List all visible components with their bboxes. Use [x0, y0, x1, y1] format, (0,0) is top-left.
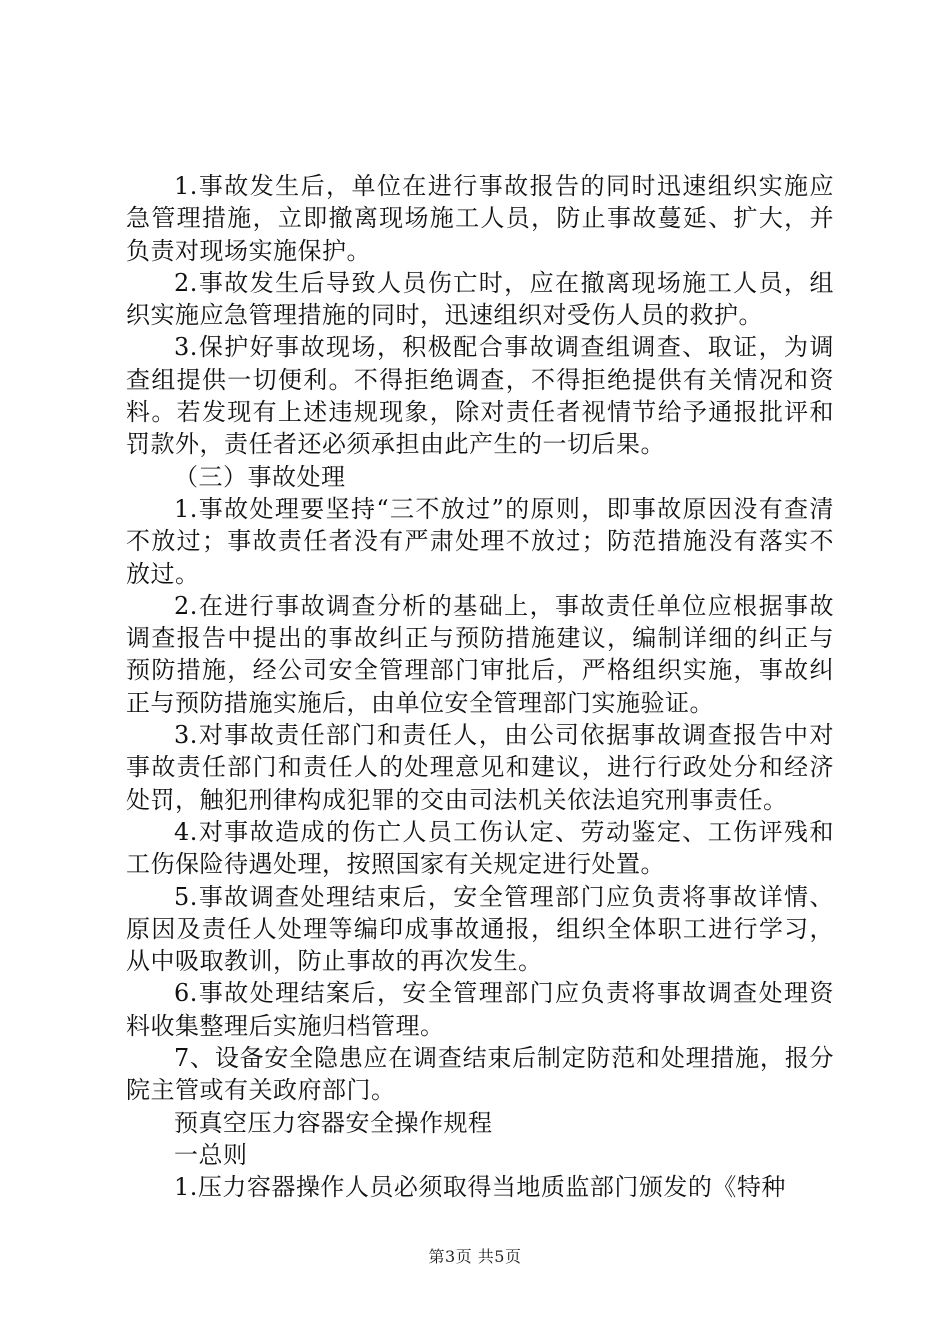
paragraph-5: 1.事故处理要坚持“三不放过”的原则，即事故原因没有查清不放过；事故责任者没有严肃处理不放过；防范措施没有落实不放过。: [126, 494, 834, 588]
paragraph-14: 1.压力容器操作人员必须取得当地质监部门颁发的《特种: [174, 1173, 786, 1202]
paragraph-7: 3.对事故责任部门和责任人，由公司依据事故调查报告中对事故责任部门和责任人的处理意见和建议，进行行政处分和经济处罚，触犯刑律构成犯罪的交由司法机关依法追究刑事责任。: [126, 721, 834, 814]
document-body: [126, 170, 834, 1204]
section-title-pressure-vessel: 预真空压力容器安全操作规程: [174, 1108, 493, 1137]
page-number-footer: 第3页 共5页: [428, 1247, 522, 1266]
paragraph-8: 4.对事故造成的伤亡人员工伤认定、劳动鉴定、工伤评残和工伤保险待遇处理，按照国家有关规定进行处置。: [126, 817, 834, 879]
section-heading-general: 一总则: [174, 1140, 248, 1169]
paragraph-10: 6.事故处理结案后，安全管理部门应负责将事故调查处理资料收集整理后实施归档管理。: [126, 979, 834, 1040]
paragraph-2: 2.事故发生后导致人员伤亡时，应在撤离现场施工人员，组织实施应急管理措施的同时，迅速组织对受伤人员的救护。: [126, 268, 834, 330]
paragraph-9: 5.事故调查处理结束后，安全管理部门应负责将事故详情、原因及责任人处理等编印成事故通报，组织全体职工进行学习，从中吸取教训，防止事故的再次发生。: [126, 882, 834, 976]
paragraph-1: 1.事故发生后，单位在进行事故报告的同时迅速组织实施应急管理措施，立即撤离现场施工人员，防止事故蔓延、扩大，并负责对现场实施保护。: [126, 172, 834, 265]
paragraph-11: 7、设备安全隐患应在调查结束后制定防范和处理措施，报分院主管或有关政府部门。: [126, 1044, 834, 1105]
section-heading-accident-handling: （三）事故处理: [174, 462, 346, 491]
paragraph-6: 2.在进行事故调查分析的基础上，事故责任单位应根据事故调查报告中提出的事故纠正与预防措施建议，编制详细的纠正与预防措施，经公司安全管理部门审批后，严格组织实施，事故纠正与预防措施实施后，由单位安全管理部门实施验证。: [126, 591, 834, 717]
paragraph-3: 3.保护好事故现场，积极配合事故调查组调查、取证，为调查组提供一切便利。不得拒绝调查，不得拒绝提供有关情况和资料。若发现有上述违规现象，除对责任者视情节给予通报批评和罚款外，责任者还必须承担由此产生的一切后果。: [126, 333, 834, 459]
